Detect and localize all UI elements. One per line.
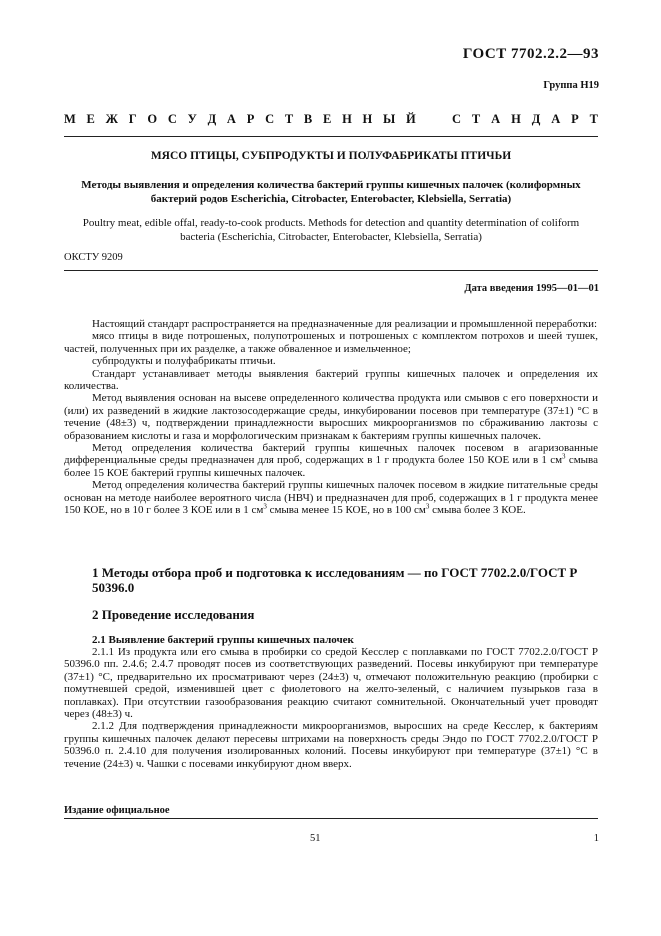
section-2-1-heading: 2.1 Выявление бактерий группы кишечных палочек: [92, 634, 354, 646]
subtitle-line-2: бактерий родов Escherichia, Citrobacter, Enterobacter, Klebsiella, Serratia): [150, 193, 512, 205]
banner-letter: А: [226, 112, 236, 126]
classification-group: Группа Н19: [543, 80, 599, 91]
banner-letter: Ж: [105, 112, 118, 126]
standard-banner-word2: [452, 112, 598, 127]
banner-letter: Г: [128, 112, 137, 126]
paragraph: 2.1.2 Для подтверждения принадлежности микроорганизмов, выросших на среде Кесслер, к бактериям группы кишечных палочек делают пересевы штрихами на поверхность среды Эндо по ГОСТ 7702.2.0/ГОСТ Р 50396.0 п. 2.4.10 для получения изолированных колоний. Посевы инкубируют при температуре (37±1) °С в течение (24±3) ч. Чашки с посевами инкубируют дном вверх.: [64, 720, 598, 770]
banner-letter: Ы: [383, 112, 396, 126]
intro-text: [64, 318, 598, 517]
section-1-heading: 1 Методы отбора проб и подготовка к исследованиям — по ГОСТ 7702.2.0/ГОСТ Р 50396.0: [92, 565, 578, 595]
english-title: [64, 216, 598, 244]
subtitle-line-1: Методы выявления и определения количества бактерий группы кишечных палочек (колиформных: [81, 179, 581, 191]
banner-letter: Е: [322, 112, 332, 126]
english-title-line-1: Poultry meat, edible offal, ready-to-cook products. Methods for detection and quantity determination of coliform: [82, 217, 580, 229]
banner-letter: Й: [406, 112, 416, 126]
banner-letter: А: [551, 112, 561, 126]
banner-letter: Н: [511, 112, 521, 126]
banner-letter: С: [452, 112, 462, 126]
footer-divider: [64, 818, 598, 819]
banner-letter: Д: [207, 112, 217, 126]
banner-letter: С: [265, 112, 275, 126]
paragraph: Стандарт устанавливает методы выявления бактерий группы кишечных палочек и определения их количества.: [64, 367, 598, 393]
banner-letter: Р: [571, 112, 579, 126]
banner-letter: В: [303, 112, 313, 126]
sheet-number: 1: [593, 833, 599, 844]
banner-letter: С: [167, 112, 177, 126]
paragraph: Настоящий стандарт распространяется на предназначенные для реализации и промышленной переработки:: [92, 318, 598, 330]
paragraph: Метод определения количества бактерий группы кишечных палочек посевом в агаризованные дифференциальные среды предназначен для проб, содержащих в 1 г продукта более 150 КОЕ или в 1 $см^3$ смыва более 15 КОЕ бактерий группы кишечных палочек.: [64, 442, 598, 479]
banner-letter: А: [491, 112, 501, 126]
paragraph: субпродукты и полуфабрикаты птичьи.: [92, 355, 276, 368]
document-title: МЯСО ПТИЦЫ, СУБПРОДУКТЫ И ПОЛУФАБРИКАТЫ ПТИЧЬИ: [150, 150, 512, 162]
standard-banner-word1: [64, 112, 416, 127]
banner-letter: Н: [342, 112, 352, 126]
paragraph: мясо птицы в виде потрошеных, полупотрошеных и потрошеных с комплектом потрохов и шеей тушек, частей, полученных при их разделке, а также обваленное и измельченное;: [64, 330, 598, 355]
intro-date: Дата введения 1995—01—01: [464, 283, 599, 294]
header-divider: [64, 136, 598, 137]
official-edition: Издание официальное: [64, 805, 170, 816]
section-2-text: [64, 646, 598, 770]
banner-letter: У: [187, 112, 197, 126]
banner-letter: О: [147, 112, 158, 126]
banner-letter: Р: [246, 112, 255, 126]
banner-letter: Е: [86, 112, 95, 126]
paragraph: Метод выявления основан на высеве определенного количества продукта или смывов с его поверхности и (или) их разведений в жидкие лактозосодержащие среды, инкубировании посевов при температуре (37±1) °С в течение (48±3) ч, подтверждении принадлежности выросших микроорганизмов по сбраживанию лактозы с образованием кислоты и газа и морфологическим признакам к бактериям группы кишечных палочек.: [64, 392, 598, 442]
english-title-line-2: bacteria (Escherichia, Citrobacter, Enterobacter, Klebsiella, Serratia): [180, 231, 482, 243]
banner-letter: Т: [471, 112, 481, 126]
section-2-heading: 2 Проведение исследования: [92, 607, 255, 622]
standard-banner: [64, 112, 598, 127]
banner-letter: Т: [284, 112, 294, 126]
banner-letter: Д: [531, 112, 541, 126]
gost-number: ГОСТ 7702.2.2—93: [462, 46, 599, 62]
page-number: 51: [310, 833, 321, 844]
paragraph: Метод определения количества бактерий группы кишечных палочек посевом в жидкие питательные среды основан на методе наиболее вероятного числа (НВЧ) и предназначен для проб, содержащих в 1 г продукта менее 150 КОЕ, но в 10 г более 3 КОЕ или в 1 $см^3$ смыва менее 15 КОЕ, но в 100 $см^3$ смыва более 3 КОЕ.: [64, 479, 598, 517]
okstu-code: ОКСТУ 9209: [64, 252, 123, 263]
banner-letter: М: [64, 112, 76, 126]
okstu-divider: [64, 270, 598, 271]
paragraph: 2.1.1 Из продукта или его смыва в пробирки со средой Кесслер с поплавками по ГОСТ 7702.2.0/ГОСТ Р 50396.0 пп. 2.4.6; 2.4.7 проводят посев из соответствующих разведений. Посевы инкубируют при температуре (37±1) °С, предварительно их просматривают через (24±3) ч, отмечают положительную реакцию (пробирки с помутневшей средой, изменившей цвет с фиолетового на желто-зеленый, с наличием пузырьков газа в поплавках). При отсутствии газообразования реакцию считают сомнительной. Окончательный учет проводят через (48±3) ч.: [64, 646, 598, 721]
banner-letter: Н: [362, 112, 373, 126]
document-subtitle: [64, 178, 598, 206]
banner-letter: Т: [589, 112, 598, 126]
